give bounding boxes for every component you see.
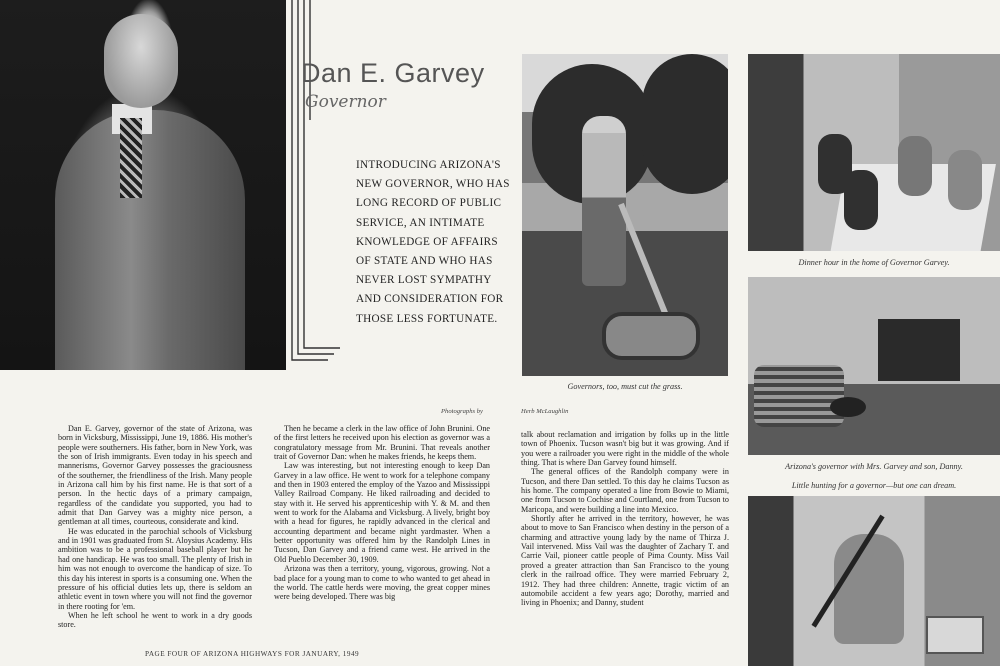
mower-caption: Governors, too, must cut the grass.	[567, 382, 683, 391]
intro-line: LONG RECORD OF PUBLIC	[356, 197, 502, 210]
paragraph: When he left school he went to work in a dry goods store.	[58, 610, 252, 630]
photo-person	[844, 170, 878, 230]
intro-line: OF STATE AND WHO HAS	[356, 255, 493, 268]
intro-line: INTRODUCING ARIZONA'S	[356, 159, 501, 171]
mower-machine	[602, 312, 700, 360]
dinner-caption: Dinner hour in the home of Governor Garvey.	[798, 258, 950, 267]
intro-line: THOSE LESS FORTUNATE.	[356, 312, 498, 325]
body-column-2	[274, 424, 490, 602]
paragraph: He was educated in the parochial schools of Vicksburg and in 1901 was graduated from St. Aloysius Academy. His ambition was to be a professional baseball player but he had one handicap. He was too small. The plenty of Irish in him was not enough to overcome the handicap of size. To this day his interest in sports is a consuming one. When the pressure of his official duties lets up, there is seldom an athletic event in town where you will not find the governor in there rooting for 'em.	[58, 526, 252, 611]
intro-line: SERVICE, AN INTIMATE	[356, 216, 485, 229]
photo-man	[582, 116, 626, 286]
photo-box	[926, 616, 984, 654]
hunting-photo	[748, 496, 1000, 666]
intro-blurb	[356, 156, 510, 329]
article-title: Dan E. Garvey	[301, 58, 485, 88]
photo-tree	[642, 54, 728, 194]
governor-portrait-photo	[0, 0, 286, 370]
photo-piano	[878, 319, 960, 381]
intro-line: NEVER LOST SYMPATHY	[356, 274, 492, 287]
paragraph: Arizona was then a territory, young, vigorous, growing. Not a bad place for a young man to come to who wanted to get ahead in the world. The cattle herds were moving, the great copper mines were being developed. There was big	[274, 564, 490, 602]
paragraph: talk about reclamation and irrigation by folks up in the little town of Phoenix. Tucson wasn't big but it was growing. And if you were a railroader you were right in the middle of the whole thing. That is where Dan Garvey found himself.	[521, 430, 729, 468]
article-subtitle: Governor	[305, 92, 386, 112]
paragraph: Law was interesting, but not interesting enough to keep Dan Garvey in a law office. He went to work for a telephone company and then in 1903 entered the employ of the Yazoo and Mississippi Valley Railroad Company. He liked railroading and decided to stay with it. He served his apprenticeship with Y. & M. and then went to work for the Alabama and Vicksburg. A lively, bright boy with a head for figures, he rapidly advanced in the clerical and accounting department and became night yardmaster. When a better opportunity was offered him by the Randolph Lines in Tucson, Dan Garvey and a friend came west. He arrived in the Old Pueblo December 30, 1909.	[274, 461, 490, 564]
photo-table	[830, 397, 866, 417]
portrait-suit	[55, 110, 245, 370]
photo-person	[948, 150, 982, 210]
intro-line: KNOWLEDGE OF AFFAIRS	[356, 235, 498, 248]
paragraph: Then he became a clerk in the law office of John Brunini. One of the first letters he received upon his election as governor was a congratulatory message from Mr. Brunini. That reveals another trait of Governor Dan: when he makes friends, he keeps them.	[274, 424, 490, 462]
hunting-caption: Little hunting for a governor—but one can dream.	[791, 481, 957, 490]
dinner-photo	[748, 54, 1000, 251]
intro-line: NEW GOVERNOR, WHO HAS	[356, 178, 510, 191]
page-footer: PAGE FOUR OF ARIZONA HIGHWAYS FOR JANUARY, 1949	[145, 650, 360, 658]
paragraph: Dan E. Garvey, governor of the state of Arizona, was born in Vicksburg, Mississippi, June 19, 1886. His mother's people were southerners. His father, born in New York, was the son of Irish immigrants. Even today in his speech and mannerisms, Governor Garvey possesses the graciousness of the southerner, the friendliness of the Irish. Many people in Arizona call him by his first name. He is that sort of a person. In the hectic days of a primary campaign, regardless of the candidate you supported, you had to admit that Dan Garvey was a mighty nice person, a gentleman at all times, courteous, considerate and kind.	[58, 424, 252, 527]
photo-credit-label: Photographs by	[441, 408, 483, 415]
photo-credit-name: Herb McLaughlin	[521, 408, 569, 415]
lawn-mowing-photo	[522, 54, 728, 376]
paragraph: The general offices of the Randolph company were in Tucson, and there Dan settled. To this day he claims Tucson as his home. The company operated a line from Bowie to Miami, one from Tucson to Cochise and Courtland, one from Tucson to Maricopa, and were building a line into Mexico.	[521, 467, 729, 514]
intro-line: AND CONSIDERATION FOR	[356, 293, 504, 306]
portrait-tie	[120, 118, 142, 198]
body-column-3	[521, 430, 729, 608]
living-room-caption: Arizona's governor with Mrs. Garvey and son, Danny.	[785, 462, 963, 471]
photo-person	[898, 136, 932, 196]
portrait-head	[104, 14, 178, 108]
photo-sofa	[754, 365, 844, 427]
body-column-1	[58, 424, 252, 630]
photo-man	[834, 534, 904, 644]
paragraph: Shortly after he arrived in the territory, however, he was about to move to San Francisco when destiny in the person of a charming and attractive young lady by the name of Thirza J. Vail intervened. Miss Vail was the daughter of Zachary T. and Carrie Vail, pioneer cattle people of Pima County. Miss Vail proved a greater attraction than San Francisco to the young clerk in the railroad office. They were married February 2, 1912. They had three children: Annette, tragic victim of an automobile accident a few years ago; Dorothy, married and living in Phoenix; and Danny, student	[521, 514, 729, 608]
living-room-photo	[748, 277, 1000, 455]
decorative-stripes	[288, 0, 346, 370]
